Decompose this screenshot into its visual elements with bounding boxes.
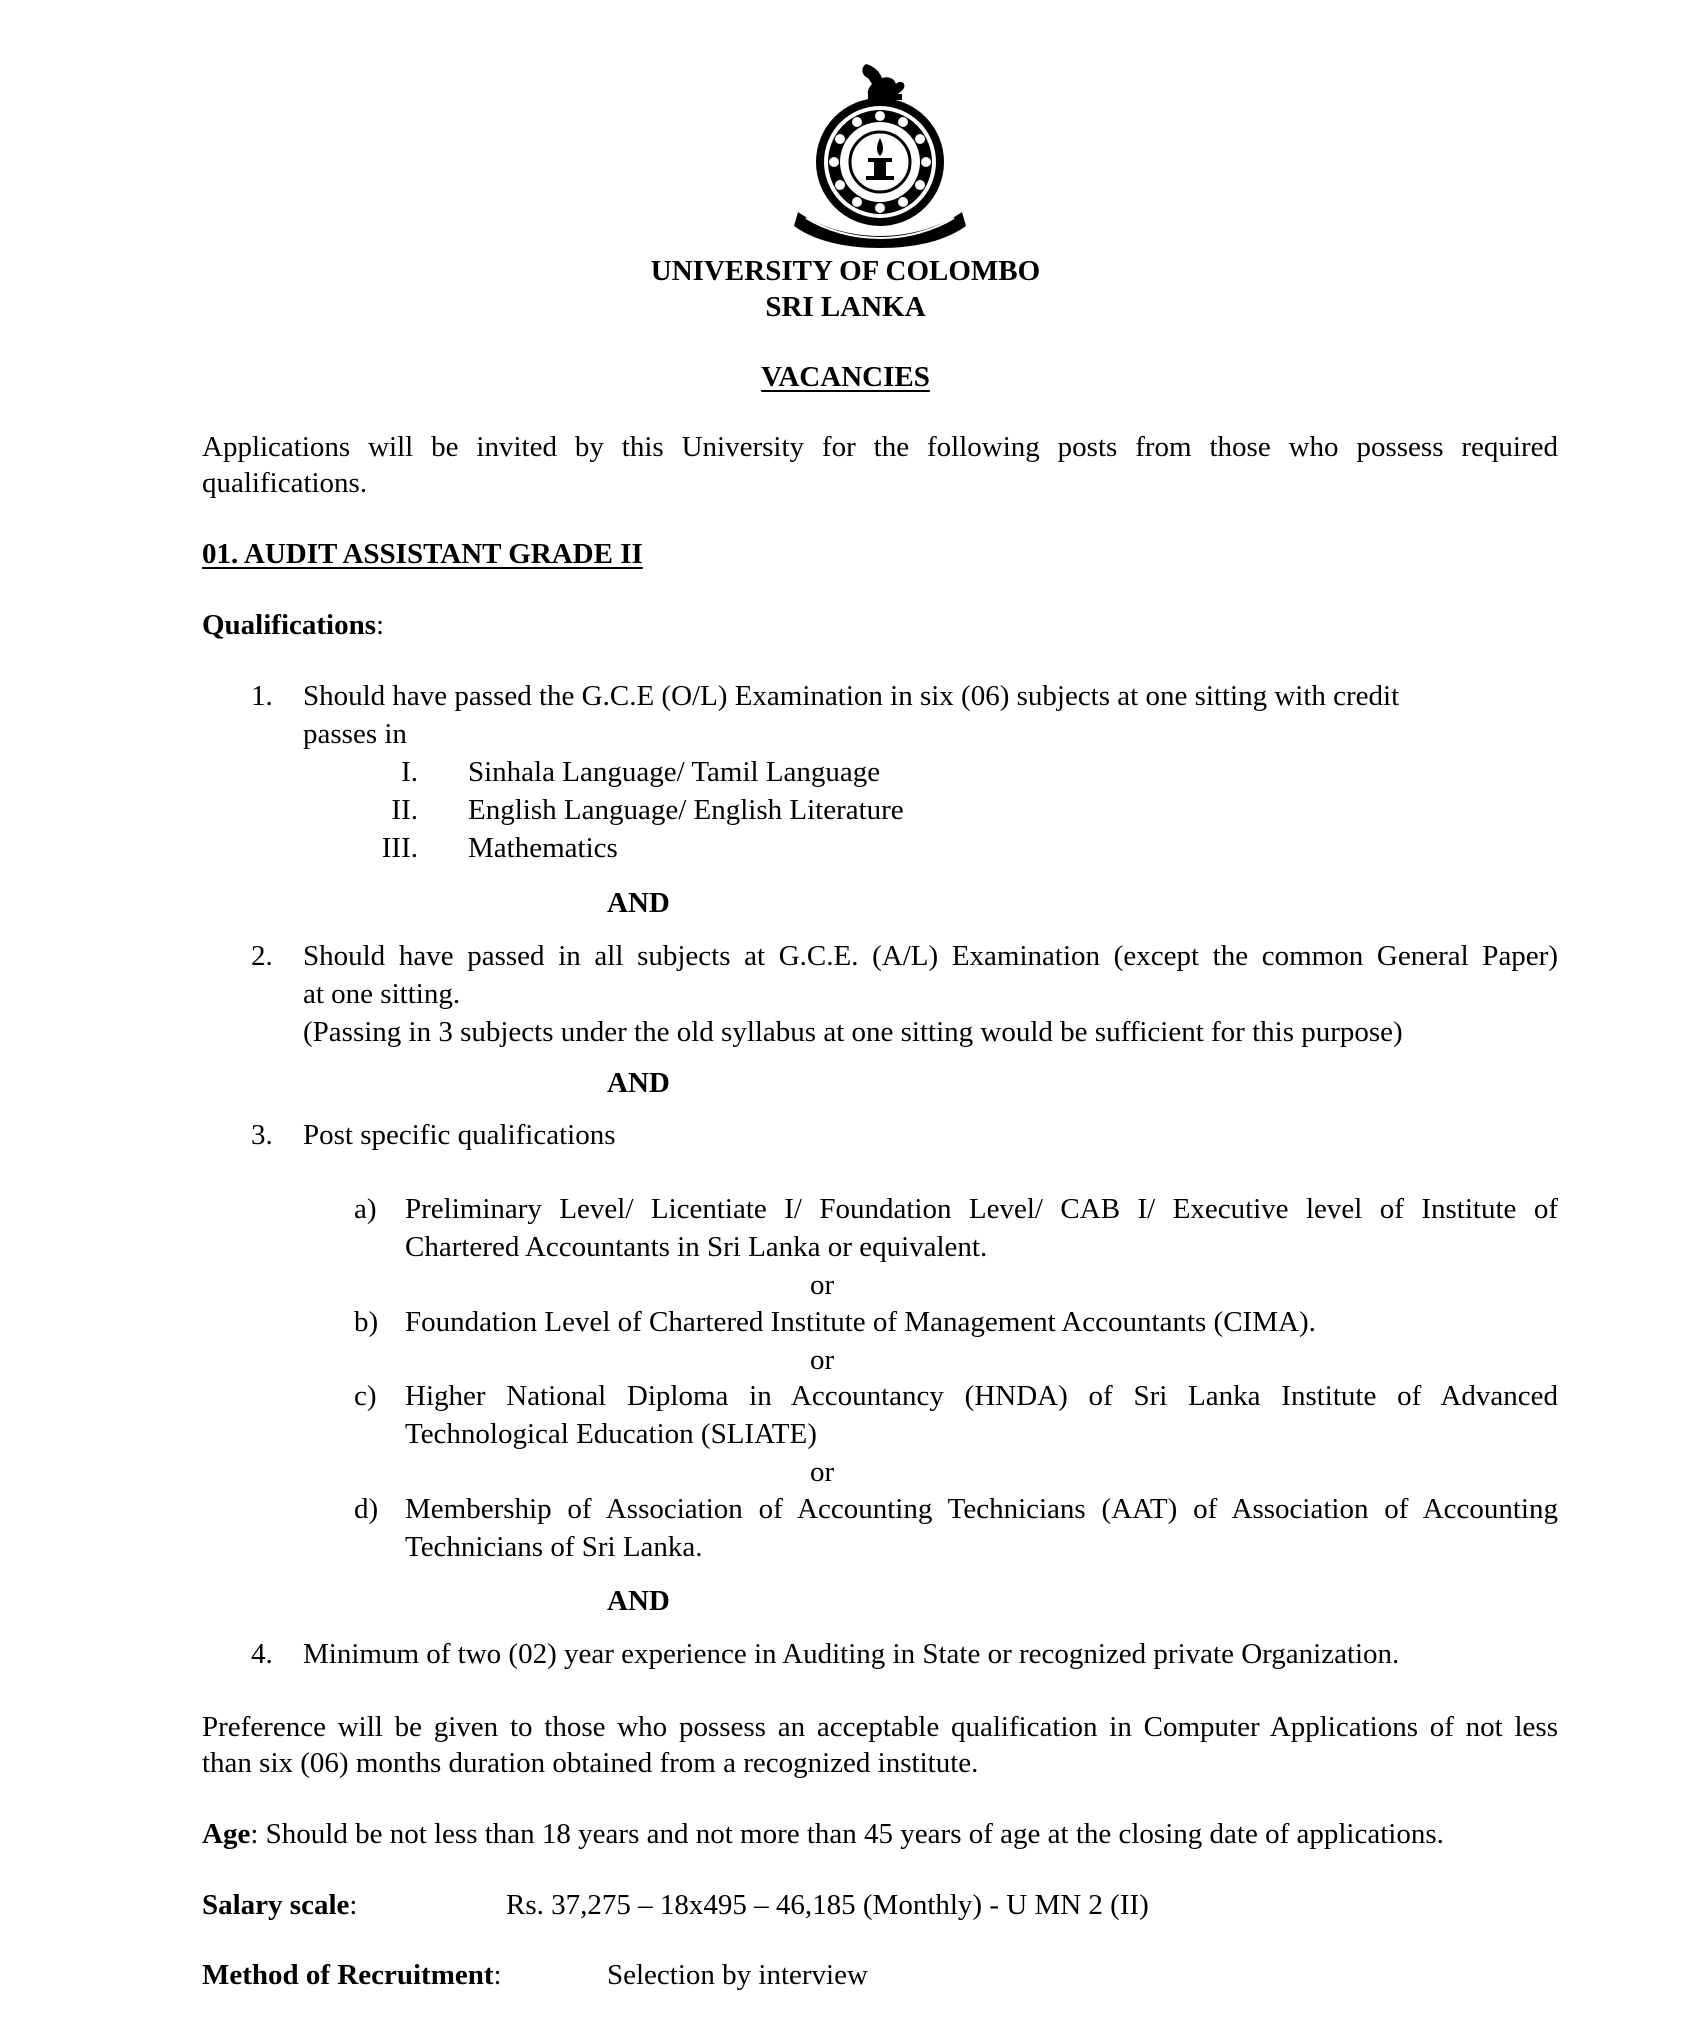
option-a-line-1: Preliminary Level/ Licentiate I/ Foundation Level/ CAB I/ Executive level of Institute of xyxy=(405,1193,1558,1225)
intro-line-2: qualifications. xyxy=(202,467,368,499)
item-1-line-2: passes in xyxy=(303,718,407,750)
item-3-line-1: Post specific qualifications xyxy=(303,1119,616,1151)
item-4-number: 4. xyxy=(251,1638,273,1670)
option-b-label: b) xyxy=(354,1306,379,1338)
qualifications-heading: Qualifications: xyxy=(202,609,385,641)
or-separator: or xyxy=(810,1269,835,1301)
and-separator: AND xyxy=(607,887,670,919)
option-a-label: a) xyxy=(354,1193,377,1225)
option-d-line-2: Technicians of Sri Lanka. xyxy=(405,1531,703,1563)
preference-line-2: than six (06) months duration obtained from a recognized institute. xyxy=(202,1747,979,1779)
country-name: SRI LANKA xyxy=(765,291,926,323)
subitem-number: I. xyxy=(401,756,418,788)
option-a-line-2: Chartered Accountants in Sri Lanka or equivalent. xyxy=(405,1231,988,1263)
subitem-text: Mathematics xyxy=(468,832,618,864)
and-separator: AND xyxy=(607,1585,670,1617)
university-crest-logo xyxy=(788,58,972,248)
option-d-label: d) xyxy=(354,1493,379,1525)
option-c-label: c) xyxy=(354,1380,377,1412)
item-2-line-1: Should have passed in all subjects at G.C.E. (A/L) Examination (except the common General Paper) xyxy=(303,940,1558,972)
university-name: UNIVERSITY OF COLOMBO xyxy=(650,255,1041,287)
salary-label: Salary scale: xyxy=(202,1889,358,1921)
item-3-number: 3. xyxy=(251,1119,273,1151)
post-title: 01. AUDIT ASSISTANT GRADE II xyxy=(202,538,643,570)
subitem-text: English Language/ English Literature xyxy=(468,794,904,826)
item-1-line-1: Should have passed the G.C.E (O/L) Examination in six (06) subjects at one sitting with credit xyxy=(303,680,1400,712)
option-d-line-1: Membership of Association of Accounting Technicians (AAT) of Association of Accounting xyxy=(405,1493,1558,1525)
subitem-number: III. xyxy=(381,832,418,864)
age-requirement: Age: Should be not less than 18 years and not more than 45 years of age at the closing date of applications. xyxy=(202,1818,1444,1850)
item-4-line-1: Minimum of two (02) year experience in Auditing in State or recognized private Organization. xyxy=(303,1638,1400,1670)
option-c-line-2: Technological Education (SLIATE) xyxy=(405,1418,817,1450)
or-separator: or xyxy=(810,1456,835,1488)
vacancies-title: VACANCIES xyxy=(761,361,930,393)
recruitment-value: Selection by interview xyxy=(607,1959,868,1991)
subitem-number: II. xyxy=(391,794,418,826)
or-separator: or xyxy=(810,1344,835,1376)
salary-value: Rs. 37,275 – 18x495 – 46,185 (Monthly) - U MN 2 (II) xyxy=(506,1889,1149,1921)
option-b-line-1: Foundation Level of Chartered Institute of Management Accountants (CIMA). xyxy=(405,1306,1316,1338)
subitem-text: Sinhala Language/ Tamil Language xyxy=(468,756,881,788)
lion-emblem xyxy=(862,64,904,100)
item-2-line-2: at one sitting. xyxy=(303,978,461,1010)
and-separator: AND xyxy=(607,1067,670,1099)
option-c-line-1: Higher National Diploma in Accountancy (HNDA) of Sri Lanka Institute of Advanced xyxy=(405,1380,1558,1412)
intro-line-1: Applications will be invited by this University for the following posts from those who possess required xyxy=(202,431,1558,463)
item-2-number: 2. xyxy=(251,940,273,972)
item-1-number: 1. xyxy=(251,680,273,712)
preference-line-1: Preference will be given to those who possess an acceptable qualification in Computer Applications of not less xyxy=(202,1711,1558,1743)
recruitment-label: Method of Recruitment: xyxy=(202,1959,502,1991)
item-2-line-3: (Passing in 3 subjects under the old syllabus at one sitting would be sufficient for this purpose) xyxy=(303,1016,1403,1048)
